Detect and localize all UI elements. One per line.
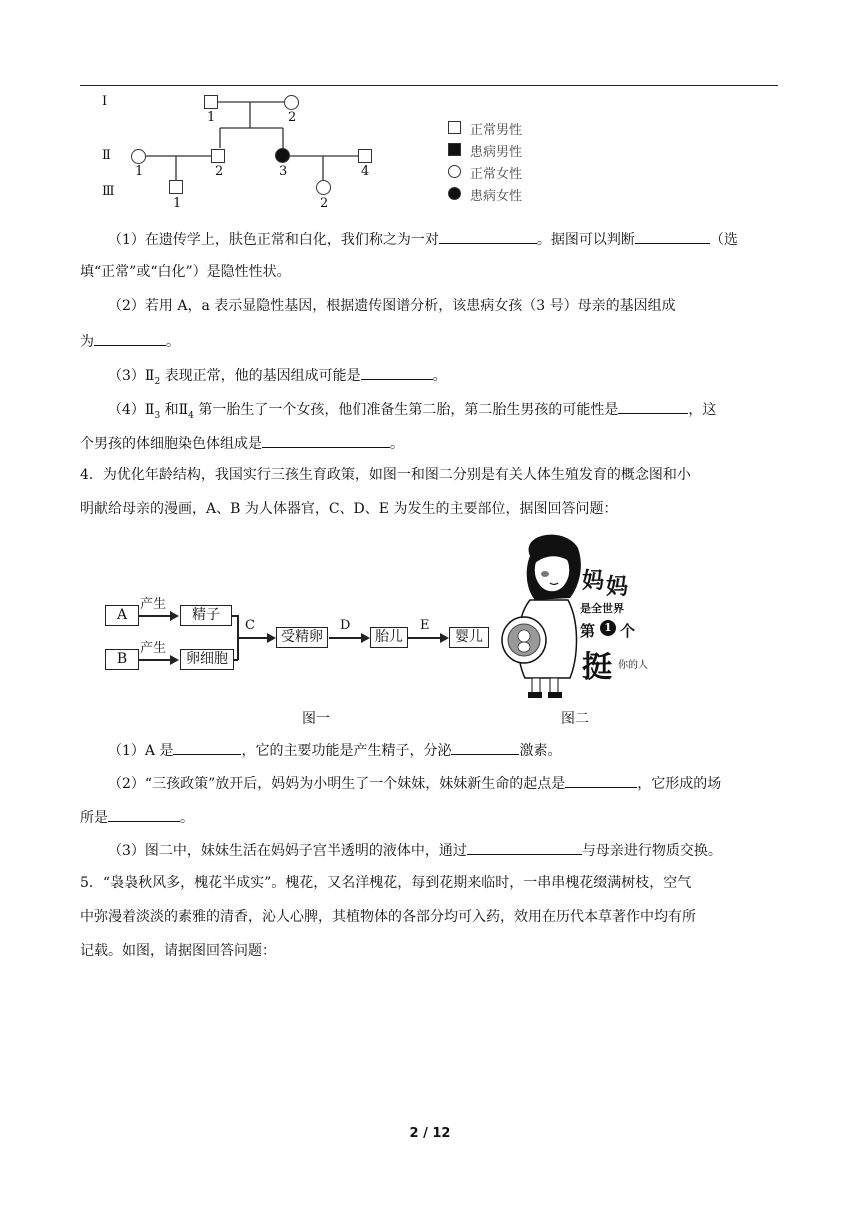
legend-normal-female-icon bbox=[448, 165, 461, 178]
pedigree-II4-label: 4 bbox=[361, 164, 370, 179]
arrowhead bbox=[170, 655, 179, 665]
diagram-box-baby: 婴儿 bbox=[449, 627, 489, 648]
arrow-A-sperm bbox=[139, 615, 171, 617]
cartoon-text-ma2: 妈 bbox=[606, 574, 629, 600]
answer-blank[interactable] bbox=[565, 772, 637, 788]
diagram-box-B: B bbox=[105, 649, 139, 670]
q3-part2-line1: （2）若用 A，a 表示显隐性基因，根据遗传图谱分析，该患病女孩（3 号）母亲的基因组成 bbox=[108, 298, 676, 314]
diagram-produce-2: 产生 bbox=[140, 641, 167, 656]
cartoon-text-one: 1 bbox=[600, 620, 616, 636]
q4-part1: （1）A 是 ，它的主要功能是产生精子，分泌 激素。 bbox=[108, 739, 561, 761]
pedigree-II2-normal-male bbox=[211, 149, 225, 163]
cartoon-text-ma1: 妈 bbox=[582, 568, 605, 594]
figure2-caption: 图二 bbox=[561, 711, 589, 727]
arrow-B-egg bbox=[139, 659, 171, 661]
q5-line1: 5．“袅袅秋风多，槐花半成实”。槐花，又名洋槐花，每到花期来临时，一串串槐花缀满树枝，空气 bbox=[80, 875, 692, 891]
pedigree-III1-normal-male bbox=[169, 180, 183, 194]
q3-part4-line1: $(4)Ⅱ_3$ 和$Ⅱ_4$ 第一胎生了一个女孩，他们准备生第二胎，第二胎生男孩的可能性是 ，这 bbox=[108, 398, 716, 426]
pedigree-II1-label: 1 bbox=[135, 164, 144, 179]
q3-part4-line2: 个男孩的体细胞染色体组成是 。 bbox=[80, 432, 404, 454]
diagram-box-sperm: 精子 bbox=[180, 605, 232, 626]
legend-normal-male-icon bbox=[448, 121, 461, 134]
answer-blank[interactable] bbox=[361, 364, 433, 380]
page-number: 2 / 12 bbox=[409, 1126, 451, 1141]
diagram-box-egg: 卵细胞 bbox=[180, 649, 234, 670]
legend-affected-male-icon bbox=[448, 143, 461, 156]
diagram-box-A: A bbox=[105, 605, 139, 626]
pedigree-II2-label: 2 bbox=[215, 164, 224, 179]
gen-label-1: Ⅰ bbox=[102, 94, 108, 109]
answer-blank[interactable] bbox=[451, 739, 519, 755]
arrowhead bbox=[267, 633, 276, 643]
diagram-box-fetus: 胎儿 bbox=[370, 627, 408, 648]
pedigree-III1-label: 1 bbox=[173, 196, 182, 211]
figure1-caption: 图一 bbox=[302, 711, 330, 727]
cartoon-text-ge: 个 bbox=[620, 622, 636, 640]
arrow-to-fetus bbox=[329, 637, 363, 639]
cartoon-mother-illustration bbox=[490, 528, 650, 703]
q3-part2-line2: 为 。 bbox=[80, 330, 180, 352]
legend-affected-female-icon bbox=[448, 187, 461, 200]
q5-line2: 中弥漫着淡淡的素雅的清香，沁人心脾，其植物体的各部分均可入药，效用在历代本草著作中均有所 bbox=[80, 909, 696, 925]
diagram-label-C: C bbox=[245, 618, 255, 633]
q4-intro-line2: 明献给母亲的漫画，A、B 为人体器官，C、D、E 为发生的主要部位，据图回答问题： bbox=[80, 501, 618, 517]
pedigree-I2-normal-female bbox=[284, 95, 299, 110]
q4-part3: （3）图二中，妹妹生活在妈妈子宫半透明的液体中，通过 与母亲进行物质交换。 bbox=[108, 839, 722, 861]
pedigree-I1-label: 1 bbox=[207, 110, 216, 125]
diagram-label-D: D bbox=[340, 618, 351, 633]
q4-part2-line1: （2）“三孩政策”放开后，妈妈为小明生了一个妹妹，妹妹新生命的起点是 ，它形成的场 bbox=[108, 772, 721, 794]
diagram-label-E: E bbox=[420, 618, 430, 633]
legend-normal-male: 正常男性 bbox=[470, 123, 523, 138]
header-rule bbox=[80, 85, 778, 86]
q3-part1-line2: 填“正常”或“白化”）是隐性性状。 bbox=[80, 264, 291, 280]
figure1-concept-diagram bbox=[100, 590, 500, 680]
gen-label-2: Ⅱ bbox=[102, 148, 111, 163]
figure2-mother-cartoon bbox=[490, 528, 650, 703]
gen-label-3: Ⅲ bbox=[102, 184, 115, 199]
answer-blank[interactable] bbox=[439, 228, 537, 244]
q5-line3: 记载。如图，请据图回答问题： bbox=[80, 943, 276, 959]
answer-blank[interactable] bbox=[635, 228, 710, 244]
pedigree-III2-label: 2 bbox=[320, 196, 329, 211]
cartoon-text-world: 是全世界 bbox=[580, 602, 624, 615]
arrowhead bbox=[361, 633, 370, 643]
pedigree-II3-label: 3 bbox=[279, 164, 288, 179]
diagram-box-zygote: 受精卵 bbox=[276, 627, 328, 648]
q3-part1-line1: （1）在遗传学上，肤色正常和白化，我们称之为一对 。据图可以判断 （选 bbox=[108, 228, 738, 250]
answer-blank[interactable] bbox=[618, 398, 688, 414]
q3-part3: $(3)Ⅱ_2$ 表现正常，他的基因组成可能是 。 bbox=[108, 364, 447, 392]
legend-affected-female: 患病女性 bbox=[470, 189, 523, 204]
cartoon-text-you: 你的人 bbox=[618, 660, 648, 671]
answer-blank[interactable] bbox=[173, 739, 241, 755]
answer-blank[interactable] bbox=[262, 432, 390, 448]
diagram-produce-1: 产生 bbox=[140, 597, 167, 612]
cartoon-text-ting: 挺 bbox=[582, 650, 612, 685]
pedigree-II1-normal-female bbox=[131, 149, 146, 164]
pedigree-chart bbox=[80, 88, 540, 218]
pedigree-I1-normal-male bbox=[204, 95, 218, 109]
arrowhead bbox=[440, 633, 449, 643]
pedigree-I2-label: 2 bbox=[288, 110, 297, 125]
pedigree-II4-normal-male bbox=[358, 149, 372, 163]
pedigree-III2-normal-female bbox=[316, 180, 331, 195]
answer-blank[interactable] bbox=[94, 330, 166, 346]
answer-blank[interactable] bbox=[108, 806, 180, 822]
arrow-to-baby bbox=[408, 637, 442, 639]
answer-blank[interactable] bbox=[467, 839, 582, 855]
arrowhead bbox=[170, 611, 179, 621]
cartoon-text-di: 第 bbox=[580, 622, 596, 640]
pedigree-II3-affected-female bbox=[275, 148, 290, 163]
legend-affected-male: 患病男性 bbox=[470, 145, 523, 160]
legend-normal-female: 正常女性 bbox=[470, 167, 523, 182]
q4-intro-line1: 4．为优化年龄结构，我国实行三孩生育政策，如图一和图二分别是有关人体生殖发育的概念图和小 bbox=[80, 467, 691, 483]
q4-part2-line2: 所是 。 bbox=[80, 806, 194, 828]
